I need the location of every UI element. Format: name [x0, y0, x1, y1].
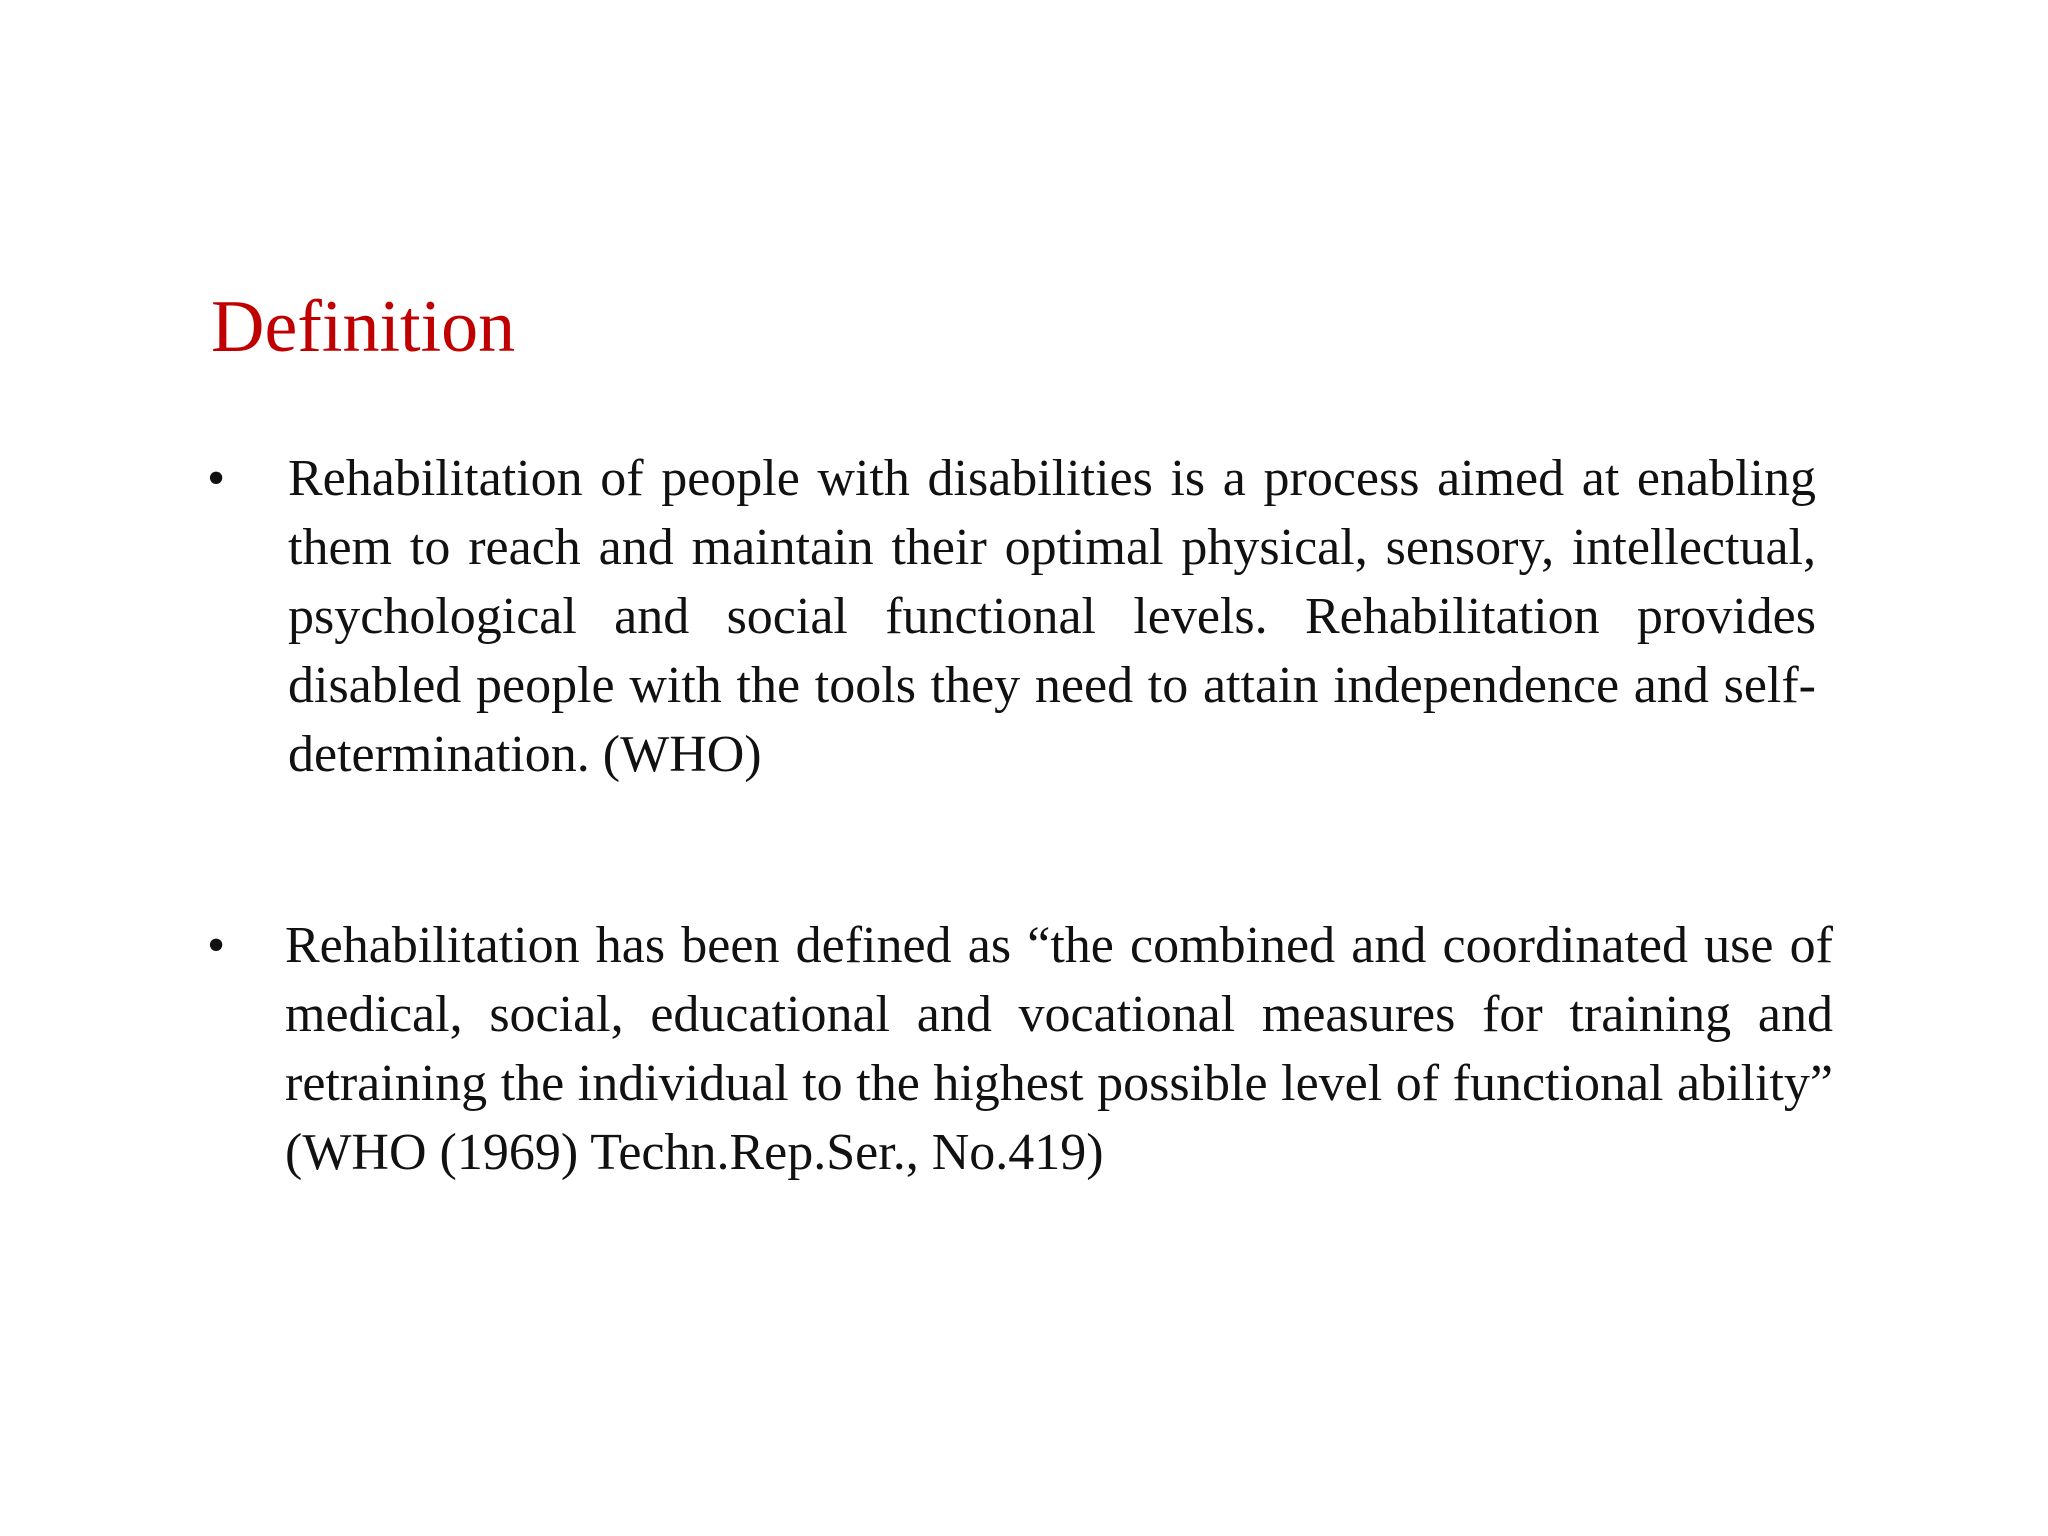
bullet-dot-icon: • — [207, 917, 226, 974]
bullet-dot-icon: • — [207, 450, 226, 507]
bullet-text: Rehabilitation of people with disabilities is a process aimed at enabling them to reach and maintain their optimal physical, sensory, intellectual, psychological and social functional levels. Rehabilitation provides disabled people with the tools they need to attain independence and self-determination. (WHO) — [288, 450, 1816, 783]
bullet-item — [207, 911, 1837, 1201]
bullet-text: Rehabilitation has been defined as “the combined and coordinated use of medical, social, educational and vocational measures for training and retraining the individual to the highest possible level of functional ability” (WHO (1969) Techn.Rep.Ser., No.419) — [285, 917, 1833, 1181]
bullet-item — [207, 444, 1817, 794]
slide-title: Definition — [211, 286, 516, 368]
